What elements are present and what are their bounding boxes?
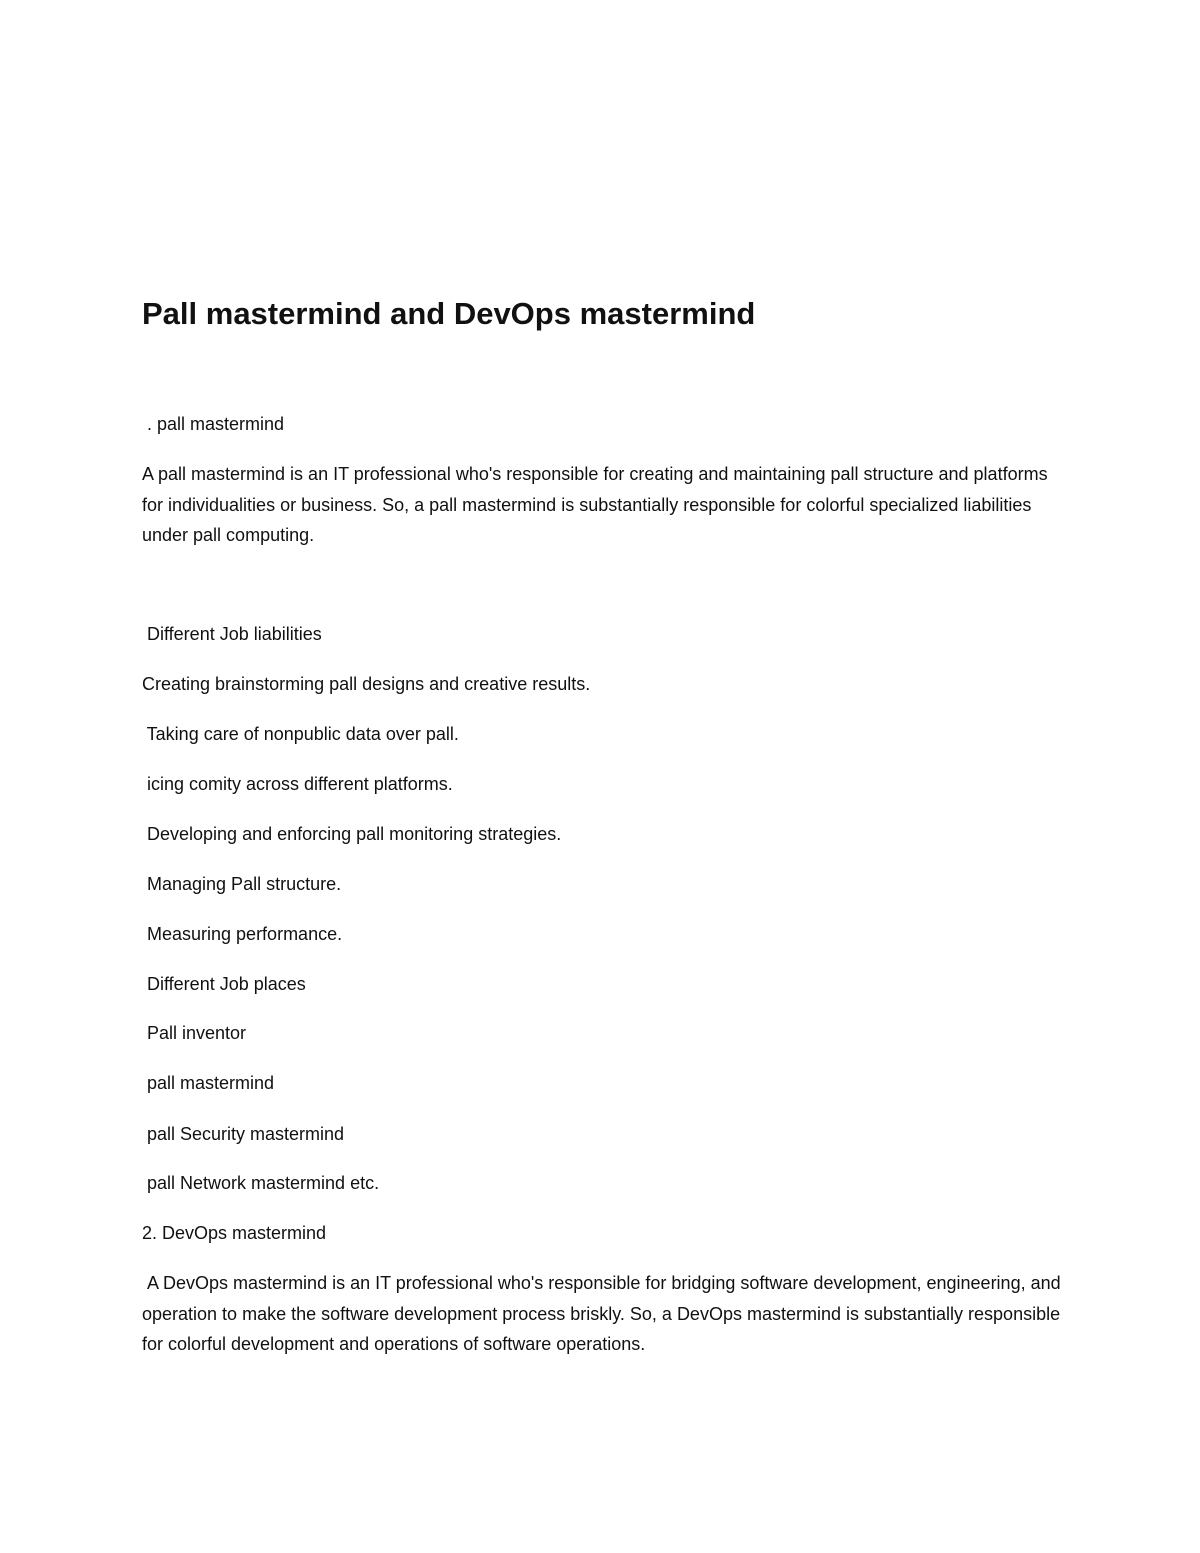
- document-title: Pall mastermind and DevOps mastermind: [142, 296, 756, 331]
- section-heading-pall-mastermind: . pall mastermind: [142, 414, 285, 434]
- list-item-job-place: Pall inventor: [142, 1023, 247, 1043]
- paragraph-pall-mastermind: A pall mastermind is an IT professional who's responsible for creating and maintaining pall structure and platforms for individualities or business. So, a pall mastermind is substantially responsible for colorful specialized liabilities under pall computing.: [142, 464, 1048, 545]
- section-heading-job-liabilities: Different Job liabilities: [142, 624, 322, 644]
- list-item-liability: Measuring performance.: [142, 924, 343, 944]
- list-item-job-place: pall Network mastermind etc.: [142, 1173, 380, 1193]
- list-item-job-place: pall mastermind: [142, 1073, 275, 1093]
- list-item-liability: Developing and enforcing pall monitoring strategies.: [142, 824, 562, 844]
- list-item-liability: Managing Pall structure.: [142, 874, 342, 894]
- paragraph-devops-mastermind: A DevOps mastermind is an IT professional who's responsible for bridging software development, engineering, and operation to make the software development process briskly. So, a DevOps mastermind is substantially responsible for colorful development and operations of software operations.: [142, 1273, 1066, 1354]
- list-item-job-place: pall Security mastermind: [142, 1124, 345, 1144]
- list-item-liability: Creating brainstorming pall designs and creative results.: [142, 674, 591, 694]
- section-heading-devops-mastermind: 2. DevOps mastermind: [142, 1223, 327, 1243]
- section-heading-job-places: Different Job places: [142, 974, 306, 994]
- list-item-liability: Taking care of nonpublic data over pall.: [142, 724, 459, 744]
- list-item-liability: icing comity across different platforms.: [142, 774, 453, 794]
